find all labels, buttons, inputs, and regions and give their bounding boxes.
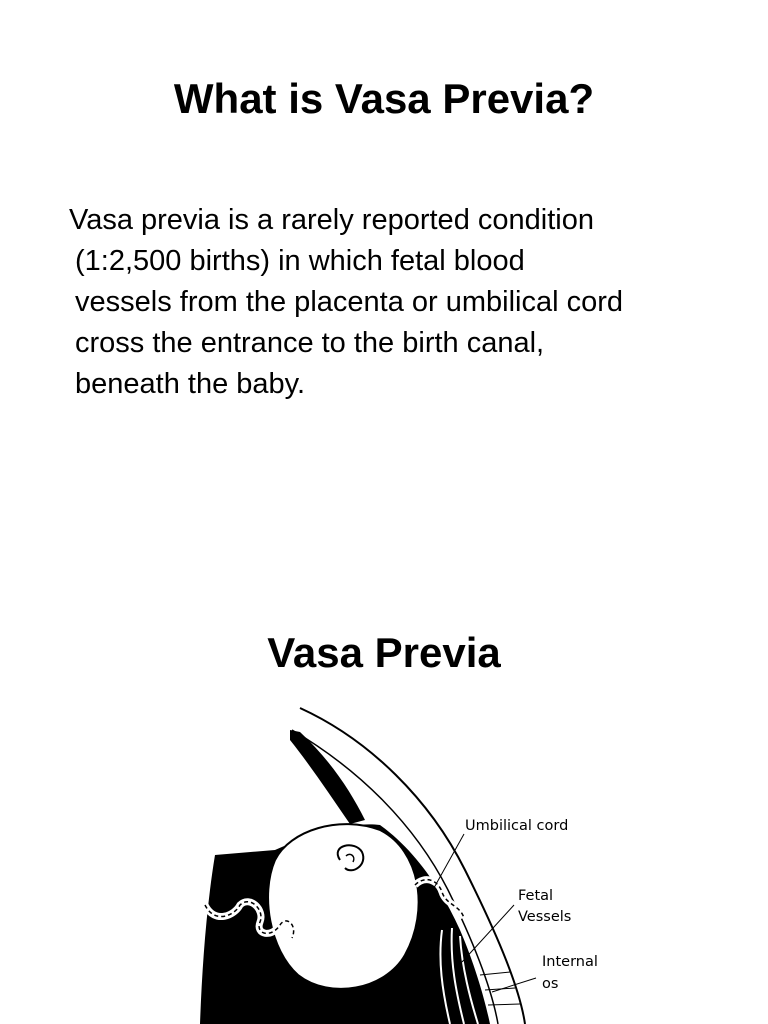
- fetal-head: [268, 824, 419, 989]
- definition-line-1: Vasa previa is a rarely reported condition: [69, 204, 594, 236]
- slide-1: [0, 0, 768, 500]
- slide-1-title: What is Vasa Previa?: [173, 75, 595, 122]
- label-fetal-line-2: Vessels: [518, 909, 572, 925]
- label-internal-line-1: Internal: [542, 954, 598, 970]
- definition-line-4: cross the entrance to the birth canal,: [75, 327, 545, 359]
- vasa-previa-illustration: [180, 700, 620, 1024]
- label-fetal-line-1: Fetal: [518, 888, 554, 904]
- label-internal-line-2: os: [542, 976, 559, 992]
- slide-2-title: Vasa Previa: [267, 629, 501, 676]
- definition-paragraph: [69, 200, 735, 405]
- definition-line-3: vessels from the placenta or umbilical cord: [75, 286, 624, 318]
- definition-line-5: beneath the baby.: [75, 368, 306, 400]
- label-umbilical-cord: Umbilical cord: [465, 818, 569, 834]
- definition-line-2: (1:2,500 births) in which fetal blood: [75, 245, 525, 277]
- placenta-band: [290, 730, 365, 824]
